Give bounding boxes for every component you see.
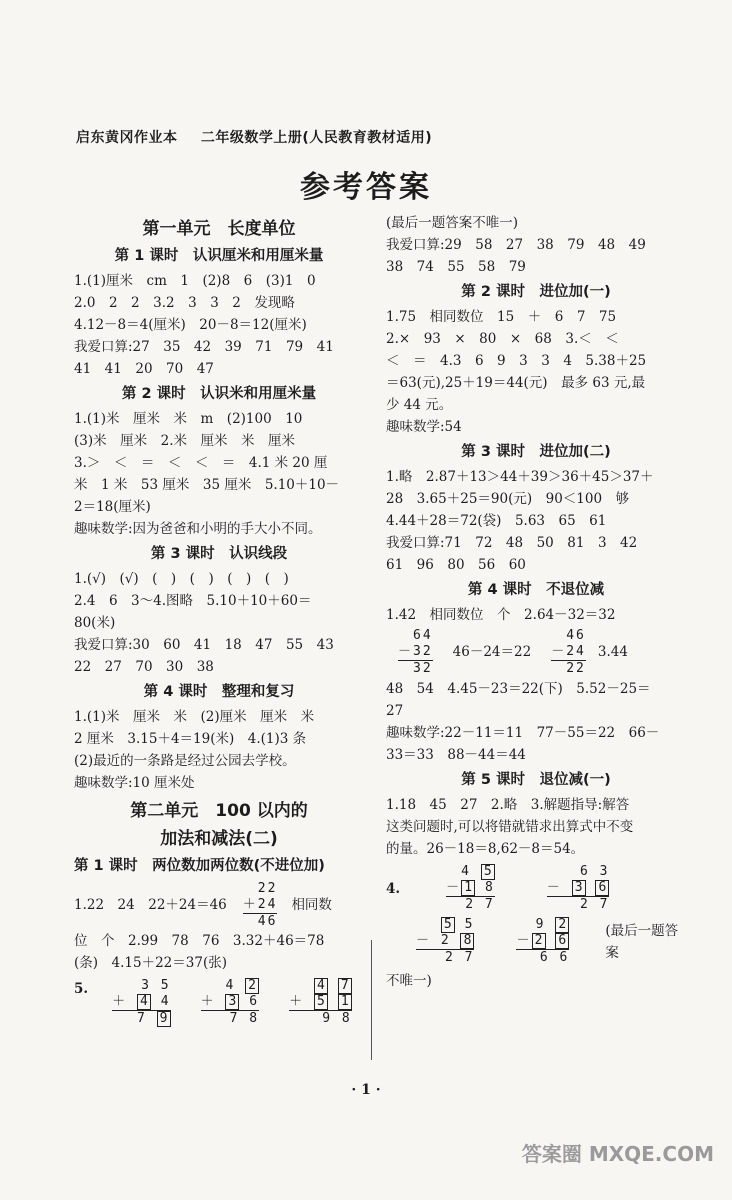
answer-line: 趣味数学:因为爸爸和小明的手大小不同。 (74, 521, 322, 537)
answer-line: 38 74 55 58 79 (386, 259, 526, 275)
answer-box: 2 (532, 933, 546, 949)
answer-line: 2＝18(厘米) (74, 499, 151, 515)
answer-line: (2)最近的一条路是经过公园去学校。 (74, 753, 296, 769)
unit-heading: 第一单元 长度单位 (142, 219, 296, 239)
answer-line: 1.75 相同数位 15 ＋ 6 7 75 (386, 309, 617, 325)
lesson-heading: 第 1 课时 认识厘米和用厘米量 (114, 248, 324, 264)
answer-box: 3 (572, 880, 586, 896)
vertical-subtraction: 46 －24 22 (551, 627, 586, 676)
answer-line: 80(米) (74, 615, 116, 631)
answer-line: 位 个 2.99 78 76 3.32＋46＝78 (74, 933, 325, 949)
vertical-calc-row: 5. 3 5 ＋ 4 4 7 9 4 2 ＋ 3 6 7 8 4 7 ＋ 5 1 9 8 (74, 978, 352, 1026)
answer-line: 3.＞ ＜ ＝ ＜ ＜ ＝ 4.1 米 20 厘 (74, 455, 328, 471)
answer-box: 2 (245, 978, 259, 994)
answer-line: 1.(1)米 厘米 米 m (2)100 10 (74, 411, 303, 427)
answer-box: 1 (338, 994, 352, 1010)
vertical-addition: 4 2 ＋ 3 6 7 8 (200, 978, 260, 1026)
vertical-subtraction: 9 2 － 2 6 6 6 (516, 917, 570, 965)
answer-line-with-vertical: 64 －32 32 46－24＝22 46 －24 22 3.44 (398, 627, 628, 676)
right-column (386, 212, 686, 992)
answer-box: 5 (481, 864, 495, 880)
answer-line: 2.4 6 3～4.图略 5.10＋10＋60＝ (74, 593, 312, 609)
answer-line: 趣味数学:10 厘米处 (74, 775, 195, 791)
left-column (74, 212, 364, 1031)
vertical-addition: 4 7 ＋ 5 1 9 8 (289, 978, 352, 1026)
book-subtitle: 二年级数学上册(人民教育教材适用) (200, 130, 433, 146)
answer-line: 这类问题时,可以将错就错求出算式中不变 (386, 819, 634, 835)
unit-heading: 第二单元 100 以内的 (130, 801, 308, 821)
answer-line: 少 44 元。 (386, 397, 453, 413)
answer-line: 趣味数学:54 (386, 419, 462, 435)
answer-line: 41 41 20 70 47 (74, 361, 214, 377)
answer-line: 1.略 2.87＋13＞44＋39＞36＋45＞37＋ (386, 469, 654, 485)
answer-box: 2 (555, 917, 569, 933)
answer-line: 2.× 93 × 80 × 68 3.＜ ＜ (386, 331, 619, 347)
answer-line: 1.(√) (√) ( ) ( ) ( ) ( ) (74, 571, 289, 587)
lesson-heading: 第 2 课时 认识米和用厘米量 (121, 386, 317, 402)
answer-line: 48 54 4.45－23＝22(下) 5.52－25＝ (386, 681, 651, 697)
answer-line: 1.(1)厘米 cm 1 (2)8 6 (3)1 0 (74, 273, 316, 289)
answer-line: 22 27 70 30 38 (74, 659, 214, 675)
answer-box: 1 (461, 880, 475, 896)
answer-box: 3 (225, 994, 239, 1010)
lesson-heading: 第 3 课时 进位加(二) (461, 444, 611, 460)
vertical-addition: 22 ＋24 46 (242, 880, 278, 929)
answer-box: 4 (314, 978, 328, 994)
answer-line: 1.18 45 27 2.略 3.解题指导:解答 (386, 797, 630, 813)
answer-line: 2.0 2 2 3.2 3 3 2 发现略 (74, 295, 295, 311)
answer-line: 不唯一) (386, 973, 432, 989)
lesson-heading: 第 4 课时 整理和复习 (143, 684, 295, 700)
answer-line: 2 厘米 3.15＋4＝19(米) 4.(1)3 条 (74, 731, 307, 747)
answer-box: 4 (137, 994, 151, 1010)
answer-line: (3)米 厘米 2.米 厘米 米 厘米 (74, 433, 296, 449)
answer-line: 我爱口算:30 60 41 18 47 55 43 (74, 637, 334, 653)
answer-line: 28 3.65＋25＝90(元) 90＜100 够 (386, 491, 630, 507)
answer-line: 的量。26－18＝8,62－8＝54。 (386, 841, 585, 857)
vertical-subtraction: 5 5 － 2 8 2 7 (416, 917, 475, 965)
vertical-subtraction: 64 －32 32 (398, 627, 433, 676)
answer-box: 7 (338, 978, 352, 994)
answer-line: (最后一题答案不唯一) (386, 215, 519, 231)
page-title: 参考答案 (300, 170, 432, 205)
column-divider (371, 940, 372, 1060)
unit-heading-cont: 加法和减法(二) (160, 829, 278, 849)
answer-line: 米 1 米 53 厘米 35 厘米 5.10＋10－ (74, 477, 340, 493)
answer-line: 4.12－8＝4(厘米) 20－8＝12(厘米) (74, 317, 307, 333)
answer-line: ＝63(元),25＋19＝44(元) 最多 63 元,最 (386, 375, 646, 391)
book-name: 启东黄冈作业本 (76, 130, 178, 146)
answer-line-with-vertical: 1.22 24 22＋24＝46 22 ＋24 46 相同数 (74, 880, 332, 929)
lesson-heading: 第 4 课时 不退位减 (467, 582, 605, 598)
answer-box: 8 (460, 933, 474, 949)
answer-box: 5 (314, 994, 328, 1010)
lesson-heading: 第 1 课时 两位数加两位数(不进位加) (74, 858, 325, 874)
answer-line: ＜ ＝ 4.3 6 9 3 3 4 5.38＋25 (386, 353, 647, 369)
answer-line: 我爱口算:29 58 27 38 79 48 49 (386, 237, 646, 253)
answer-line: 趣味数学:22－11＝11 77－55＝22 66－ (386, 725, 660, 741)
answer-line: 27 (386, 703, 404, 719)
page-header (76, 127, 450, 147)
answer-line: 1.(1)米 厘米 米 (2)厘米 厘米 米 (74, 709, 315, 725)
answer-line: 33＝33 88－44＝44 (386, 747, 526, 763)
answer-line: 我爱口算:71 72 48 50 81 3 42 (386, 535, 638, 551)
lesson-heading: 第 3 课时 认识线段 (150, 546, 288, 562)
vertical-calc-row: 5 5 － 2 8 2 7 9 2 － 2 6 6 6 (最后一题答案 (416, 917, 679, 965)
answer-box: 6 (595, 880, 609, 896)
answer-line: 1.42 相同数位 个 2.64－32＝32 (386, 607, 616, 623)
answer-line: 我爱口算:27 35 42 39 71 79 41 (74, 339, 334, 355)
answer-box: 9 (157, 1011, 171, 1027)
lesson-heading: 第 5 课时 退位减(一) (461, 772, 611, 788)
vertical-calc-row: 4. 4 5 － 1 8 2 7 6 3 － 3 6 2 7 (386, 864, 610, 912)
watermark-logo: 答案圈 MXQE.COM (521, 1142, 714, 1166)
vertical-subtraction: 6 3 － 3 6 2 7 (546, 864, 610, 912)
answer-line: (条) 4.15＋22＝37(张) (74, 955, 227, 971)
vertical-addition: 3 5 ＋ 4 4 7 9 (112, 978, 171, 1026)
lesson-heading: 第 2 课时 进位加(一) (461, 284, 611, 300)
vertical-subtraction: 4 5 － 1 8 2 7 (446, 864, 495, 912)
answer-box: 6 (555, 933, 569, 949)
page-number: · 1 · (351, 1082, 381, 1098)
answer-line: 4.44＋28＝72(袋) 5.63 65 61 (386, 513, 607, 529)
answer-line: 61 96 80 56 60 (386, 557, 526, 573)
answer-box: 5 (441, 917, 455, 933)
